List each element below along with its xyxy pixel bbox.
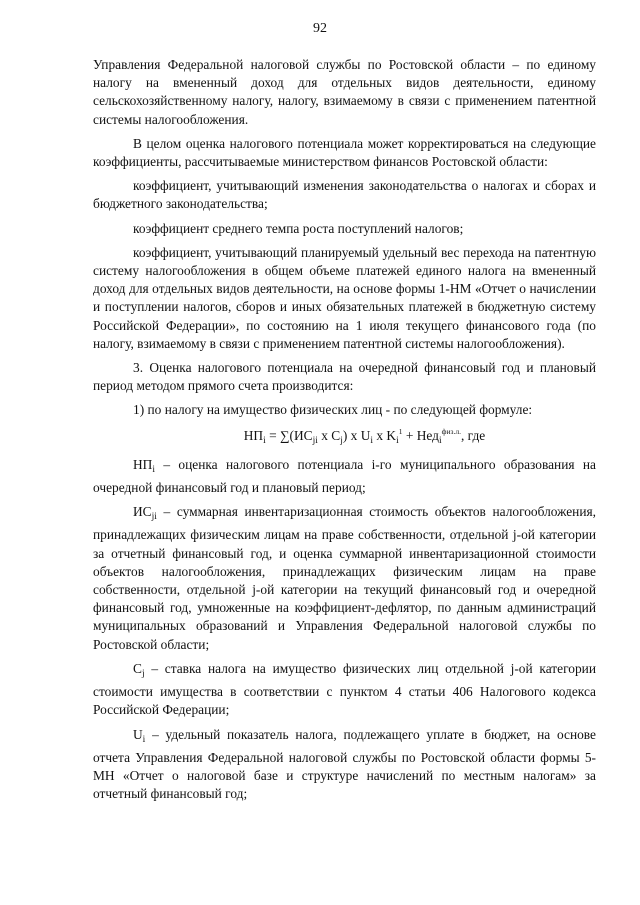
definition-ics: $ИС_{ji}$ – суммарная инвентаризационная стоимость объектов налогообложения, принадлежащих физическим лицам на праве собственности, отдельной j-ой категории за отчетный финансовый год, и оценка суммарной инвентаризационной стоимости объектов налогообложения, принадлежащих физическим лицам на праве собственности, отдельной j-ой категории на текущий финансовый год и очередной финансовый год, умноженные на коэффициент-дефлятор, по данным администраций муниципальных образований и Управления Федеральной налоговой службы по Ростовской области; xyxy=(93,504,596,652)
definition-np: $НП_i$ – оценка налогового потенциала i-го муниципального образования на очередной финансовый год и плановый период; xyxy=(93,456,596,496)
definition-c: $C_j$ – ставка налога на имущество физических лиц отдельной j-ой категории стоимости имущества в соответствии с пунктом 4 статьи 406 Налогового кодекса Российской Федерации; xyxy=(93,660,596,718)
paragraph-property-tax-intro: 1) по налогу на имущество физических лиц - по следующей формуле: xyxy=(133,402,533,418)
document-body xyxy=(93,56,596,809)
page-number: 92 xyxy=(313,21,327,36)
paragraph-section-3: 3. Оценка налогового потенциала на очередной финансовый год и плановый период методом прямого счета производится: xyxy=(93,360,596,394)
paragraph-coefficient-patent: коэффициент, учитывающий планируемый удельный вес перехода на патентную систему налогообложения в общем объеме платежей единого налога на вмененный доход для отдельных видов деятельности, на основе формы 1-НМ «Отчет о начислении и поступлении налогов, сборов и иных обязательных платежей в бюджетную систему Российской Федерации», по состоянию на 1 июля текущего финансового года (по налогу, взимаемому в связи с применением патентной системы налогообложения). xyxy=(93,244,596,351)
definition-u: $U_i$ – удельный показатель налога, подлежащего уплате в бюджет, на основе отчета Управления Федеральной налоговой службы по Ростовской области формы 5-МН «Отчет о налоговой базе и структуре начислений по местным налогам» за отчетный финансовый год; xyxy=(93,726,596,802)
paragraph-continuation: Управления Федеральной налоговой службы по Ростовской области – по единому налогу на вмененный доход для отдельных видов деятельности, единому сельскохозяйственному налогу, налогу, взимаемому в связи с применением патентной системы налогообложения. xyxy=(93,57,596,127)
paragraph-coefficients-intro: В целом оценка налогового потенциала может корректироваться на следующие коэффициенты, рассчитываемые министерством финансов Ростовской области: xyxy=(93,135,596,170)
paragraph-coefficient-legislation: коэффициент, учитывающий изменения законодательства о налогах и сборах и бюджетного законодательства; xyxy=(93,178,596,212)
paragraph-coefficient-growth: коэффициент среднего темпа роста поступлений налогов; xyxy=(133,220,464,236)
property-tax-formula: $НП_i = \sum(ИС_{ji}$ x $C_j$) x $U_i$ x $K_i^1 + Нед_i^{физ.л.}$, где xyxy=(243,426,486,446)
